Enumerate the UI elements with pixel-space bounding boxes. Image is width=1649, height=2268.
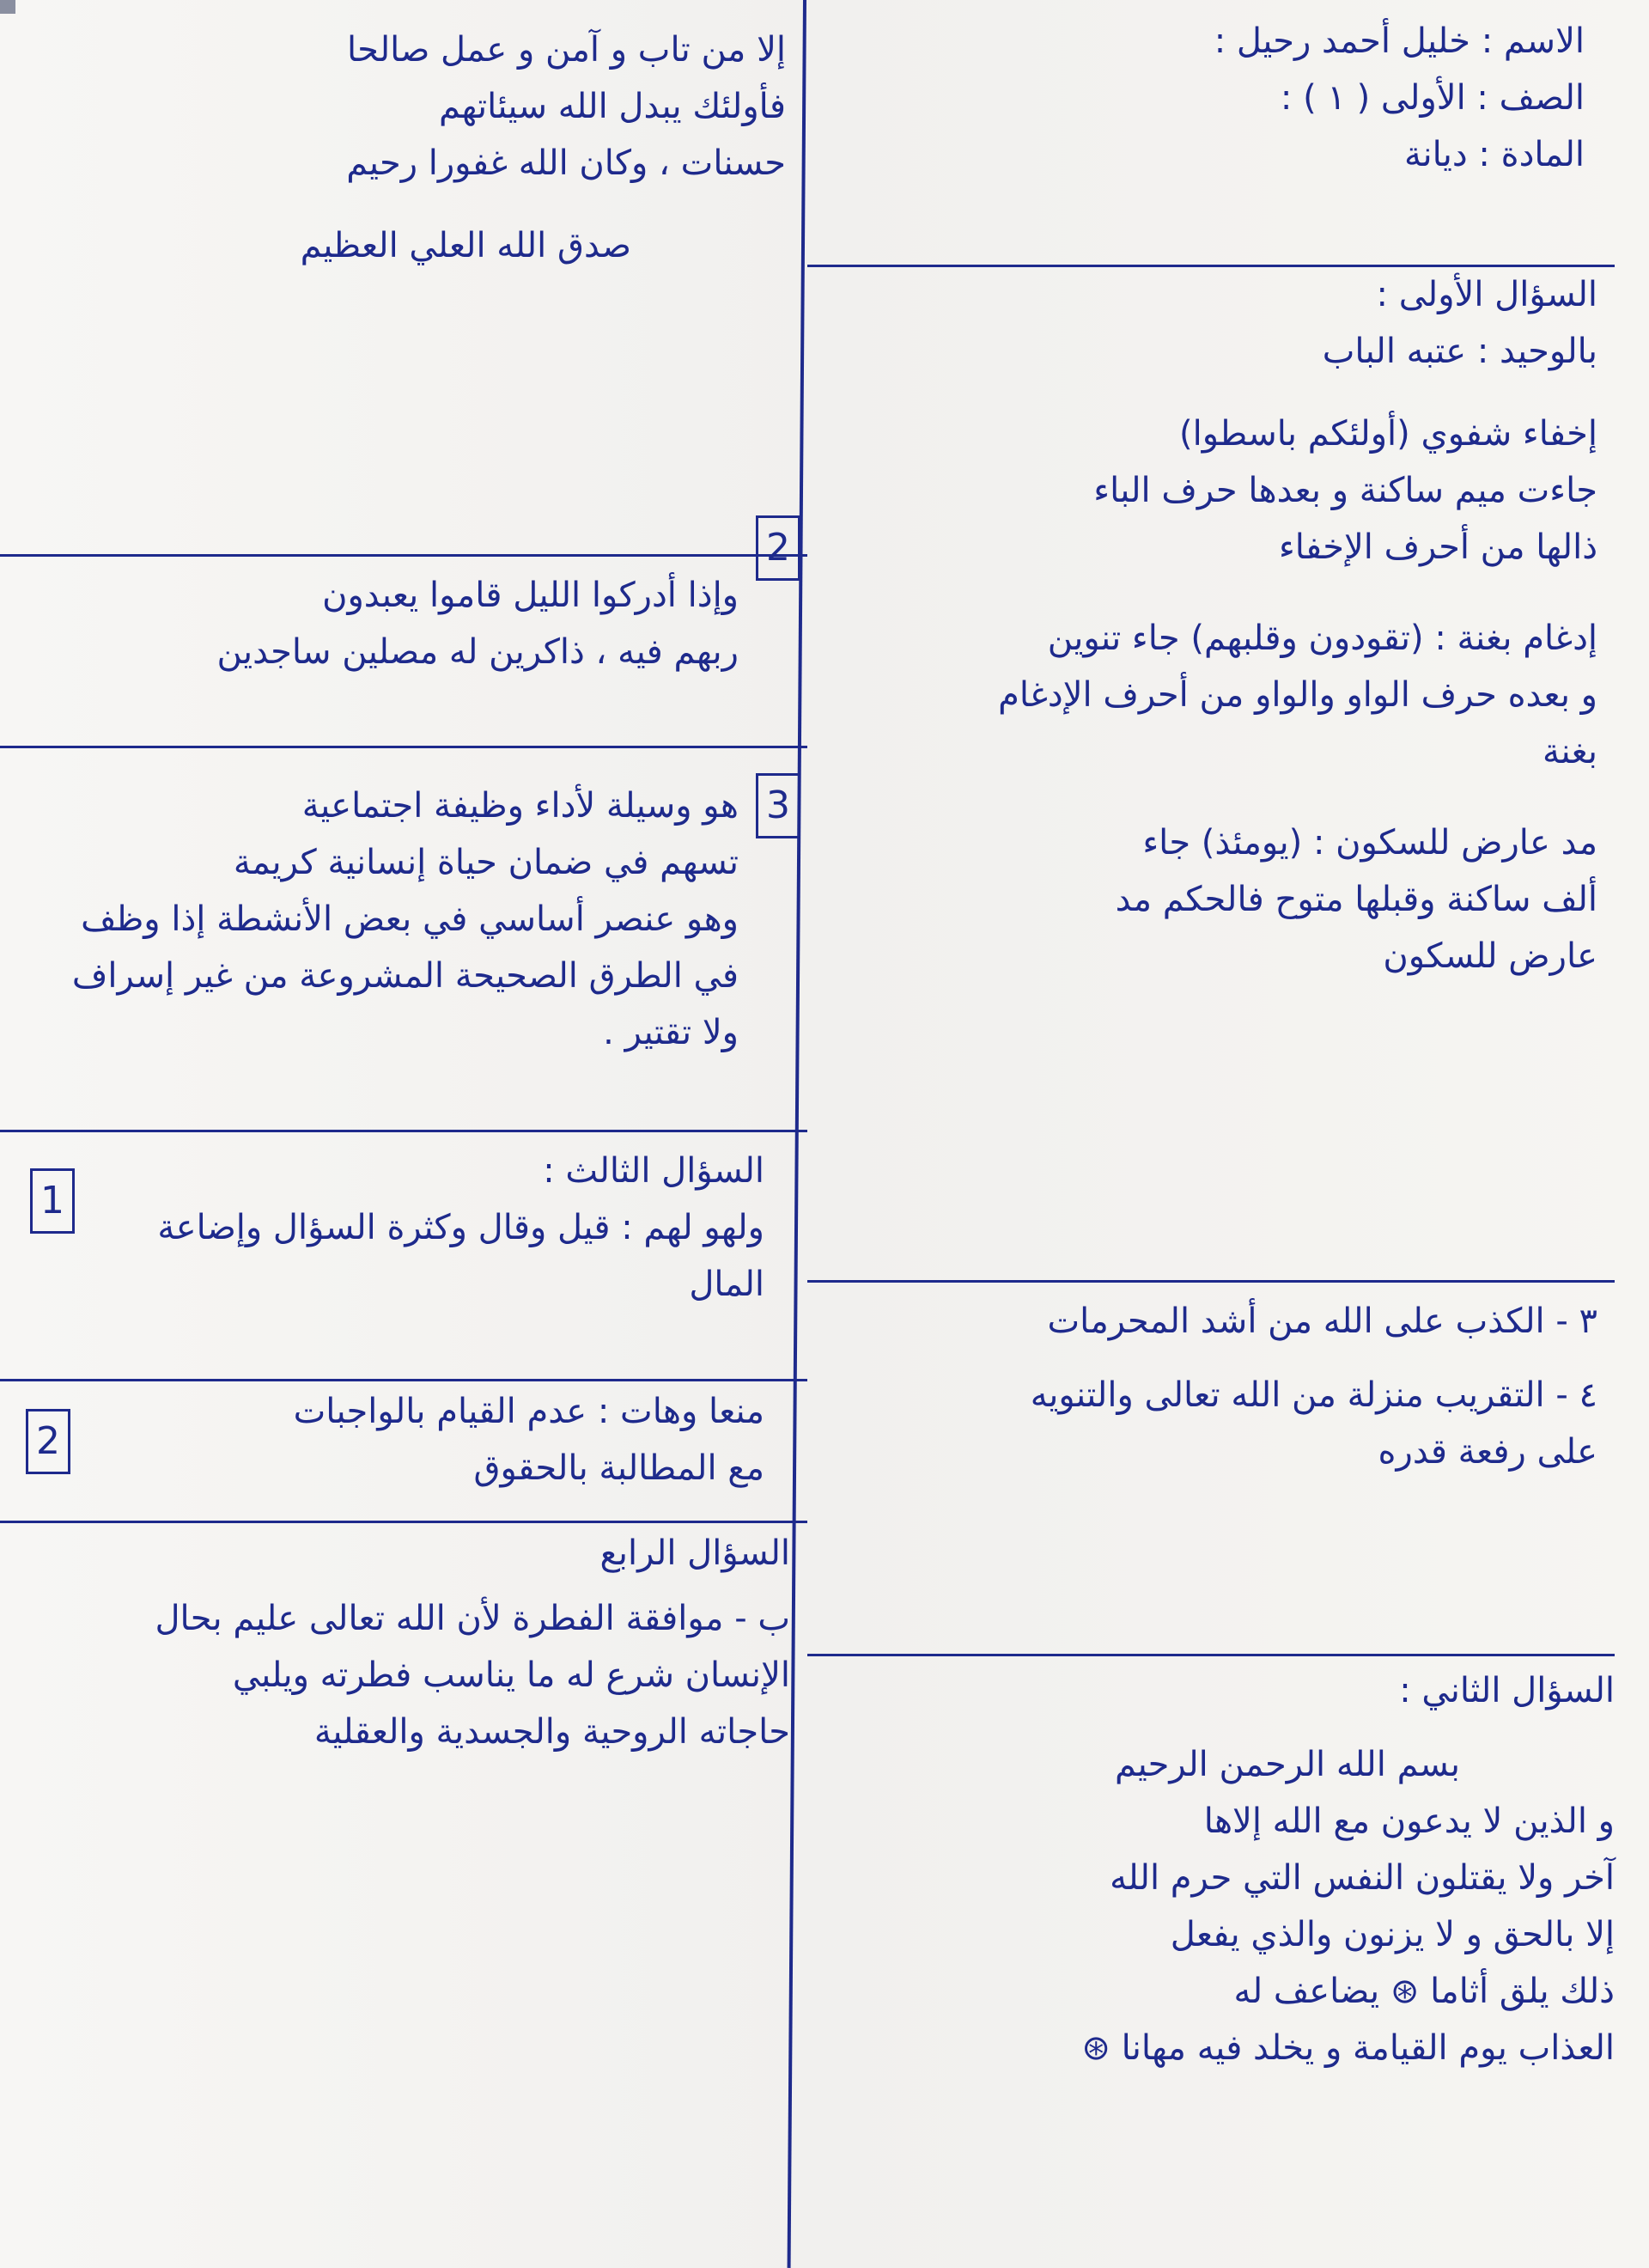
divider-left-1 [0, 554, 807, 557]
answer-line: بغنة [1543, 732, 1597, 771]
item-number-box: 2 [756, 515, 800, 581]
question-4-title: السؤال الرابع [599, 1533, 790, 1573]
question-1-continued [885, 1293, 1597, 1480]
answer-line: الإنسان شرع له ما يناسب فطرته ويلبي [232, 1655, 790, 1695]
verse-closing: صدق الله العلي العظيم [300, 226, 631, 265]
verse-line: و الذين لا يدعون مع الله إلاها [1203, 1802, 1615, 1841]
verse-line: آخر ولا يقتلون النفس التي حرم الله [1110, 1858, 1615, 1898]
verse-line: ذلك يلق أثاما ⊛ يضاعف له [1233, 1972, 1615, 2011]
divider-right-3 [807, 1654, 1615, 1656]
question-2-answers [867, 1662, 1615, 2076]
answer-line: ألف ساكنة وقبلها متوح فالحكم مد [1115, 880, 1597, 919]
student-header [898, 13, 1585, 183]
question-1-answers [885, 266, 1597, 985]
divider-right-2 [807, 1280, 1615, 1283]
answer-line: و بعده حرف الواو والواو من أحرف الإدغام [998, 675, 1597, 715]
item-number-box: 2 [26, 1409, 70, 1474]
answer-line: ولهو لهم : قيل وقال وكثرة السؤال وإضاعة [157, 1208, 764, 1247]
answer-line: ٣ - الكذب على الله من أشد المحرمات [1047, 1302, 1597, 1341]
answer-line: بالوحيد : عتبه الباب [1322, 332, 1597, 371]
answer-line: المال [689, 1265, 764, 1304]
divider-left-2 [0, 746, 807, 748]
item-3-answer [9, 777, 739, 1061]
answer-line: هو وسيلة لأداء وظيفة اجتماعية [301, 786, 739, 826]
verse-line: العذاب يوم القيامة و يخلد فيه مهانا ⊛ [1081, 2028, 1615, 2068]
student-name-line: الاسم : خليل أحمد رحيل : [1214, 21, 1585, 61]
subject-line: المادة : ديانة [1404, 135, 1585, 174]
answer-line: وهو عنصر أساسي في بعض الأنشطة إذا وظف [81, 899, 739, 939]
answer-line: ذالها من أحرف الإخفاء [1278, 527, 1597, 567]
answer-line: إدغام بغنة : (تقودون وقلبهم) جاء تنوين [1047, 619, 1597, 658]
verse-continuation [30, 21, 786, 274]
answer-line: في الطرق الصحيحة المشروعة من غير إسراف [71, 956, 739, 996]
scan-corner-mark [0, 0, 15, 14]
basmala-line: بسم الله الرحمن الرحيم [1114, 1745, 1460, 1784]
answer-line: وإذا أدركوا الليل قاموا يعبدون [322, 576, 739, 615]
answer-line: حاجاته الروحية والجسدية والعقلية [313, 1712, 790, 1752]
question-3-answers [26, 1143, 764, 1313]
answer-line: على رفعة قدره [1378, 1432, 1597, 1472]
question-2-title: السؤال الثاني : [1399, 1671, 1615, 1710]
answer-line: ولا تقتير . [603, 1013, 739, 1052]
verse-line: فأولئك يبدل الله سيئاتهم [438, 87, 786, 126]
divider-left-3 [0, 1130, 807, 1132]
verse-line: حسنات ، وكان الله غفورا رحيم [346, 143, 786, 183]
answer-line: مد عارض للسكون : (يومئذ) جاء [1142, 823, 1597, 863]
question-3-title: السؤال الثالث : [543, 1151, 764, 1191]
item-number-box: 1 [30, 1168, 75, 1234]
item-number-box: 3 [756, 773, 800, 838]
divider-left-5 [0, 1521, 807, 1523]
verse-line: إلا من تاب و آمن و عمل صالحا [346, 30, 786, 70]
divider-left-4 [0, 1379, 807, 1381]
answer-line: ب - موافقة الفطرة لأن الله تعالى عليم بحال [155, 1599, 790, 1638]
answer-line: عارض للسكون [1383, 936, 1597, 976]
item-2-answer [9, 567, 739, 680]
answer-line: جاءت ميم ساكنة و بعدها حرف الباء [1093, 471, 1597, 510]
answer-line: منعا وهات : عدم القيام بالواجبات [293, 1392, 764, 1431]
class-line: الصف : الأولى ( ١ ) : [1280, 78, 1585, 118]
answer-line: إخفاء شفوي (أولئكم باسطوا) [1179, 414, 1597, 454]
answer-line: ربهم فيه ، ذاكرين له مصلين ساجدين [216, 632, 739, 672]
answer-line: تسهم في ضمان حياة إنسانية كريمة [233, 843, 739, 882]
question-3-part-2 [94, 1383, 764, 1497]
answer-line: ٤ - التقريب منزلة من الله تعالى والتنويه [1030, 1375, 1597, 1415]
column-divider [788, 0, 806, 2268]
question-4-answers [17, 1525, 790, 1760]
answer-line: مع المطالبة بالحقوق [473, 1448, 764, 1488]
question-1-title: السؤال الأولى : [1376, 275, 1597, 314]
verse-line: إلا بالحق و لا يزنون والذي يفعل [1170, 1915, 1615, 1954]
